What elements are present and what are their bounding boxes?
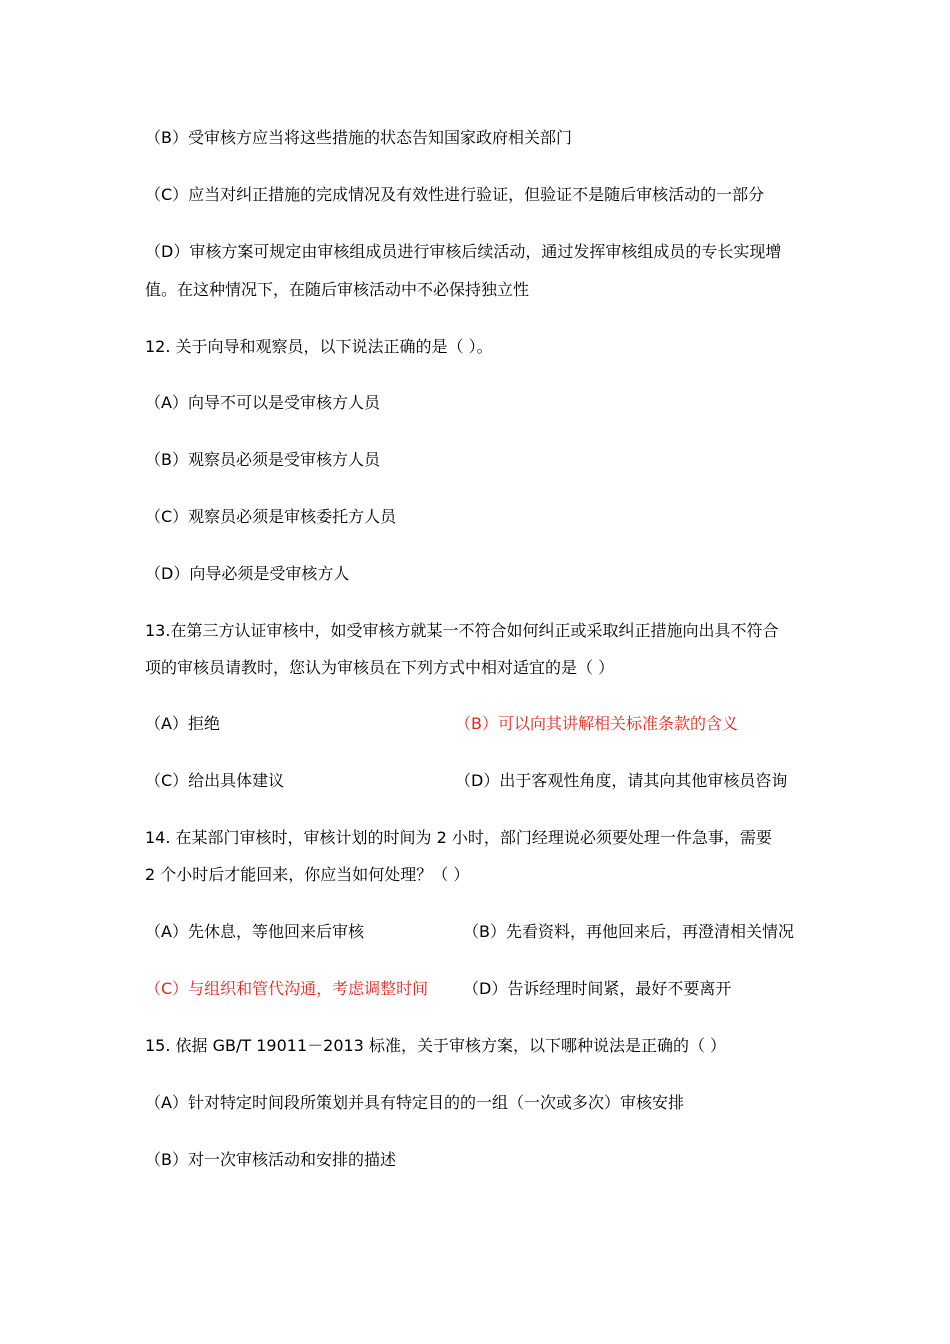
q12-option-d: （D）向导必须是受审核方人 xyxy=(145,564,350,583)
q13-option-c: （C）给出具体建议 xyxy=(145,771,285,790)
q14-option-d: （D）告诉经理时间紧，最好不要离开 xyxy=(463,979,732,998)
q14-question-line2: 2 个小时后才能回来，你应当如何处理？（ ） xyxy=(145,865,470,884)
q15-option-b: （B）对一次审核活动和安排的描述 xyxy=(145,1150,396,1169)
q12-option-b: （B）观察员必须是受审核方人员 xyxy=(145,450,380,469)
q15-option-a: （A）针对特定时间段所策划并具有特定目的的一组（一次或多次）审核安排 xyxy=(145,1093,684,1112)
q12-option-a: （A）向导不可以是受审核方人员 xyxy=(145,393,380,412)
q11-option-d-line1: （D）审核方案可规定由审核组成员进行审核后续活动，通过发挥审核组成员的专长实现增 xyxy=(145,242,782,261)
q14-option-a: （A）先休息，等他回来后审核 xyxy=(145,922,364,941)
q13-question-line1: 13.在第三方认证审核中，如受审核方就某一不符合如何纠正或采取纠正措施向出具不符合 xyxy=(145,621,779,640)
q14-question-line1: 14. 在某部门审核时，审核计划的时间为 2 小时，部门经理说必须要处理一件急事，需要 xyxy=(145,828,772,847)
q11-option-b: （B）受审核方应当将这些措施的状态告知国家政府相关部门 xyxy=(145,128,572,147)
q15-question: 15. 依据 GB/T 19011－2013 标准，关于审核方案，以下哪种说法是正确的（ ） xyxy=(145,1036,727,1055)
q13-question-line2: 项的审核员请教时，您认为审核员在下列方式中相对适宜的是（ ） xyxy=(145,658,615,677)
q13-option-b-answer: （B）可以向其讲解相关标准条款的含义 xyxy=(455,714,738,733)
q11-option-d-line2: 值。在这种情况下，在随后审核活动中不必保持独立性 xyxy=(145,280,530,299)
q14-option-b: （B）先看资料，再他回来后，再澄清相关情况 xyxy=(463,922,794,941)
q12-option-c: （C）观察员必须是审核委托方人员 xyxy=(145,507,397,526)
q14-option-c-answer: （C）与组织和管代沟通，考虑调整时间 xyxy=(145,979,429,998)
q12-question: 12. 关于向导和观察员，以下说法正确的是（ ）。 xyxy=(145,337,493,356)
q13-option-a: （A）拒绝 xyxy=(145,714,220,733)
q13-option-d: （D）出于客观性角度，请其向其他审核员咨询 xyxy=(455,771,788,790)
q11-option-c: （C）应当对纠正措施的完成情况及有效性进行验证，但验证不是随后审核活动的一部分 xyxy=(145,185,765,204)
